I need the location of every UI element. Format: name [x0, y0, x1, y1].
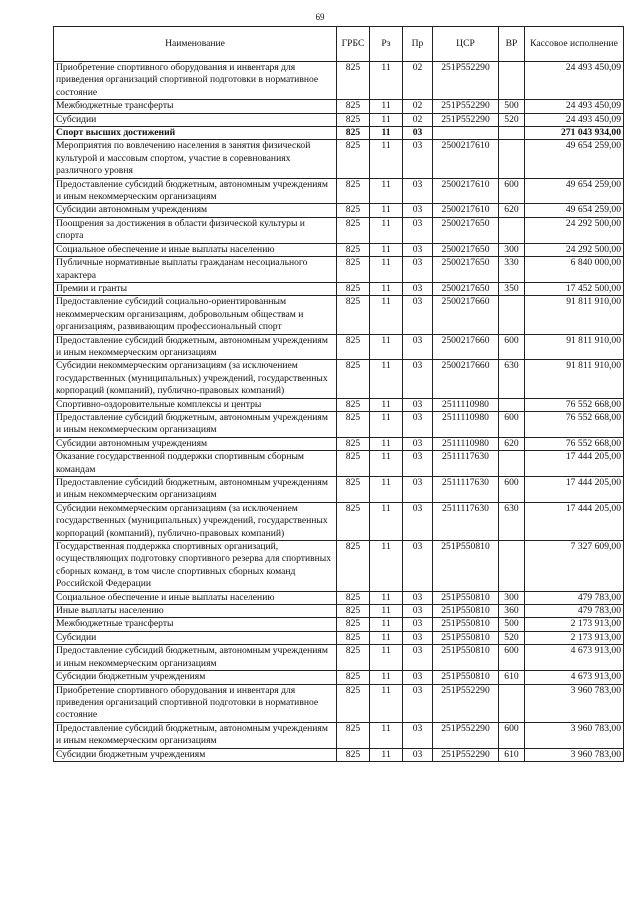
table-row — [54, 502, 624, 540]
cell-csr: 251P550810 — [433, 645, 499, 671]
cell-rz: 11 — [370, 62, 403, 100]
cell-grbs: 825 — [337, 100, 370, 113]
cell-csr: 2500217610 — [433, 178, 499, 204]
cell-amount: 4 673 913,00 — [525, 671, 624, 684]
cell-name: Премии и гранты — [54, 282, 337, 295]
cell-name: Предоставление субсидий бюджетным, автономным учреждениям и иным некоммерческим организациям — [54, 722, 337, 748]
table-row — [54, 204, 624, 217]
page-number: 69 — [315, 12, 325, 22]
cell-csr: 2500217610 — [433, 204, 499, 217]
table-row — [54, 618, 624, 631]
cell-pr: 03 — [403, 451, 433, 477]
cell-grbs: 825 — [337, 398, 370, 411]
cell-name: Межбюджетные трансферты — [54, 618, 337, 631]
cell-rz: 11 — [370, 360, 403, 398]
cell-pr: 03 — [403, 748, 433, 761]
cell-pr: 03 — [403, 282, 433, 295]
cell-amount: 271 043 934,00 — [525, 127, 624, 140]
budget-table — [53, 26, 624, 762]
cell-name: Субсидии некоммерческим организациям (за исключением государственных (муниципальных) учреждений, государственных корпораций (компаний), публично-правовых компаний) — [54, 502, 337, 540]
cell-amount: 479 783,00 — [525, 591, 624, 604]
cell-vr — [499, 217, 525, 243]
cell-pr: 03 — [403, 257, 433, 283]
cell-csr: 2500217660 — [433, 296, 499, 334]
cell-pr: 03 — [403, 217, 433, 243]
cell-csr: 2500217610 — [433, 140, 499, 178]
cell-vr: 520 — [499, 631, 525, 644]
cell-rz: 11 — [370, 282, 403, 295]
cell-pr: 03 — [403, 684, 433, 722]
cell-rz: 11 — [370, 127, 403, 140]
cell-vr — [499, 62, 525, 100]
header-vr: ВР — [499, 27, 525, 62]
table-body — [54, 62, 624, 762]
cell-amount: 24 292 500,00 — [525, 217, 624, 243]
cell-name: Предоставление субсидий бюджетным, автономным учреждениям и иным некоммерческим организациям — [54, 334, 337, 360]
cell-amount: 479 783,00 — [525, 605, 624, 618]
cell-grbs: 825 — [337, 243, 370, 256]
cell-grbs: 825 — [337, 411, 370, 437]
cell-csr: 251P552290 — [433, 113, 499, 126]
cell-grbs: 825 — [337, 605, 370, 618]
cell-csr: 2500217650 — [433, 282, 499, 295]
cell-csr: 251P552290 — [433, 748, 499, 761]
cell-amount: 49 654 259,00 — [525, 204, 624, 217]
cell-pr: 02 — [403, 62, 433, 100]
cell-rz: 11 — [370, 100, 403, 113]
cell-vr: 350 — [499, 282, 525, 295]
table-row — [54, 541, 624, 592]
cell-amount: 4 673 913,00 — [525, 645, 624, 671]
cell-csr: 2500217660 — [433, 360, 499, 398]
cell-grbs: 825 — [337, 257, 370, 283]
table-row — [54, 684, 624, 722]
cell-pr: 03 — [403, 645, 433, 671]
cell-grbs: 825 — [337, 748, 370, 761]
cell-vr: 330 — [499, 257, 525, 283]
cell-pr: 02 — [403, 100, 433, 113]
cell-name: Социальное обеспечение и иные выплаты населению — [54, 591, 337, 604]
cell-pr: 03 — [403, 127, 433, 140]
cell-pr: 03 — [403, 631, 433, 644]
cell-grbs: 825 — [337, 591, 370, 604]
cell-amount: 7 327 609,00 — [525, 541, 624, 592]
cell-amount: 17 452 500,00 — [525, 282, 624, 295]
cell-csr: 251P552290 — [433, 100, 499, 113]
cell-csr: 2511117630 — [433, 451, 499, 477]
cell-name: Приобретение спортивного оборудования и инвентаря для приведения организаций спортивной подготовки в нормативное состояние — [54, 684, 337, 722]
table-row — [54, 360, 624, 398]
cell-grbs: 825 — [337, 671, 370, 684]
cell-csr: 251P552290 — [433, 722, 499, 748]
cell-pr: 03 — [403, 243, 433, 256]
cell-rz: 11 — [370, 591, 403, 604]
cell-amount: 6 840 000,00 — [525, 257, 624, 283]
cell-amount: 3 960 783,00 — [525, 722, 624, 748]
cell-grbs: 825 — [337, 127, 370, 140]
cell-vr: 610 — [499, 671, 525, 684]
header-rz: Рз — [370, 27, 403, 62]
cell-rz: 11 — [370, 113, 403, 126]
cell-grbs: 825 — [337, 722, 370, 748]
header-amount: Кассовое исполнение — [525, 27, 624, 62]
cell-vr: 300 — [499, 591, 525, 604]
cell-pr: 03 — [403, 722, 433, 748]
table-row — [54, 477, 624, 503]
cell-grbs: 825 — [337, 684, 370, 722]
cell-rz: 11 — [370, 257, 403, 283]
cell-vr: 600 — [499, 722, 525, 748]
cell-vr: 500 — [499, 100, 525, 113]
cell-vr: 600 — [499, 477, 525, 503]
table-row — [54, 645, 624, 671]
cell-name: Государственная поддержка спортивных организаций, осуществляющих подготовку спортивного резерва для спортивных сборных команд, в том числе спортивных сборных команд Российской Федерации — [54, 541, 337, 592]
cell-vr: 360 — [499, 605, 525, 618]
cell-name: Субсидии автономным учреждениям — [54, 204, 337, 217]
cell-pr: 03 — [403, 605, 433, 618]
cell-pr: 03 — [403, 541, 433, 592]
cell-amount: 17 444 205,00 — [525, 502, 624, 540]
cell-csr: 251P550810 — [433, 605, 499, 618]
cell-vr: 630 — [499, 502, 525, 540]
cell-grbs: 825 — [337, 217, 370, 243]
cell-vr: 600 — [499, 411, 525, 437]
cell-pr: 03 — [403, 591, 433, 604]
cell-grbs: 825 — [337, 631, 370, 644]
cell-name: Мероприятия по вовлечению населения в занятия физической культурой и массовым спортом, участие в соревнованиях различного уровня — [54, 140, 337, 178]
cell-vr: 610 — [499, 748, 525, 761]
cell-csr: 2500217660 — [433, 334, 499, 360]
cell-grbs: 825 — [337, 204, 370, 217]
cell-amount: 76 552 668,00 — [525, 398, 624, 411]
cell-name: Предоставление субсидий социально-ориентированным некоммерческим организациям, добровольным обществам и организациям, развивающим профессиональный спорт — [54, 296, 337, 334]
cell-grbs: 825 — [337, 296, 370, 334]
cell-pr: 03 — [403, 178, 433, 204]
cell-rz: 11 — [370, 605, 403, 618]
cell-vr: 620 — [499, 204, 525, 217]
cell-csr — [433, 127, 499, 140]
table-row — [54, 217, 624, 243]
table-row — [54, 451, 624, 477]
cell-name: Публичные нормативные выплаты гражданам несоциального характера — [54, 257, 337, 283]
cell-name: Поощрения за достижения в области физической культуры и спорта — [54, 217, 337, 243]
cell-vr: 600 — [499, 178, 525, 204]
cell-grbs: 825 — [337, 437, 370, 450]
cell-amount: 24 493 450,09 — [525, 100, 624, 113]
cell-grbs: 825 — [337, 645, 370, 671]
cell-vr — [499, 451, 525, 477]
cell-vr — [499, 140, 525, 178]
table-row — [54, 178, 624, 204]
cell-vr: 630 — [499, 360, 525, 398]
cell-name: Социальное обеспечение и иные выплаты населению — [54, 243, 337, 256]
cell-amount: 91 811 910,00 — [525, 334, 624, 360]
cell-vr — [499, 684, 525, 722]
cell-vr: 500 — [499, 618, 525, 631]
cell-rz: 11 — [370, 684, 403, 722]
cell-rz: 11 — [370, 243, 403, 256]
cell-pr: 03 — [403, 618, 433, 631]
cell-pr: 03 — [403, 477, 433, 503]
cell-rz: 11 — [370, 296, 403, 334]
cell-rz: 11 — [370, 140, 403, 178]
cell-rz: 11 — [370, 451, 403, 477]
cell-amount: 91 811 910,00 — [525, 360, 624, 398]
cell-grbs: 825 — [337, 360, 370, 398]
table-row — [54, 296, 624, 334]
cell-rz: 11 — [370, 631, 403, 644]
cell-csr: 2511117630 — [433, 502, 499, 540]
cell-amount: 2 173 913,00 — [525, 631, 624, 644]
table-row — [54, 631, 624, 644]
cell-grbs: 825 — [337, 502, 370, 540]
header-name: Наименование — [54, 27, 337, 62]
cell-name: Спортивно-оздоровительные комплексы и центры — [54, 398, 337, 411]
cell-rz: 11 — [370, 541, 403, 592]
table-row — [54, 113, 624, 126]
cell-grbs: 825 — [337, 282, 370, 295]
table-row — [54, 437, 624, 450]
table-row — [54, 100, 624, 113]
cell-pr: 02 — [403, 113, 433, 126]
table-row — [54, 282, 624, 295]
cell-csr: 251P550810 — [433, 631, 499, 644]
cell-name: Межбюджетные трансферты — [54, 100, 337, 113]
cell-amount: 24 493 450,09 — [525, 62, 624, 100]
cell-rz: 11 — [370, 618, 403, 631]
header-csr: ЦСР — [433, 27, 499, 62]
table-row — [54, 591, 624, 604]
table-row — [54, 671, 624, 684]
cell-pr: 03 — [403, 360, 433, 398]
cell-vr: 300 — [499, 243, 525, 256]
table-row — [54, 127, 624, 140]
cell-rz: 11 — [370, 217, 403, 243]
cell-rz: 11 — [370, 671, 403, 684]
cell-amount: 17 444 205,00 — [525, 451, 624, 477]
cell-rz: 11 — [370, 398, 403, 411]
cell-csr: 2511110980 — [433, 437, 499, 450]
cell-grbs: 825 — [337, 62, 370, 100]
cell-csr: 2500217650 — [433, 243, 499, 256]
cell-pr: 03 — [403, 502, 433, 540]
cell-rz: 11 — [370, 178, 403, 204]
cell-amount: 49 654 259,00 — [525, 140, 624, 178]
cell-csr: 251P550810 — [433, 541, 499, 592]
cell-name: Предоставление субсидий бюджетным, автономным учреждениям и иным некоммерческим организациям — [54, 477, 337, 503]
cell-grbs: 825 — [337, 451, 370, 477]
table-row — [54, 243, 624, 256]
cell-csr: 251P550810 — [433, 671, 499, 684]
cell-csr: 2511110980 — [433, 398, 499, 411]
cell-pr: 03 — [403, 411, 433, 437]
cell-name: Оказание государственной поддержки спортивным сборным командам — [54, 451, 337, 477]
cell-amount: 17 444 205,00 — [525, 477, 624, 503]
cell-amount: 3 960 783,00 — [525, 748, 624, 761]
cell-csr: 251P552290 — [433, 62, 499, 100]
cell-vr — [499, 296, 525, 334]
cell-amount: 76 552 668,00 — [525, 437, 624, 450]
cell-grbs: 825 — [337, 113, 370, 126]
cell-name: Спорт высших достижений — [54, 127, 337, 140]
cell-vr: 520 — [499, 113, 525, 126]
cell-vr: 620 — [499, 437, 525, 450]
cell-rz: 11 — [370, 437, 403, 450]
cell-name: Иные выплаты населению — [54, 605, 337, 618]
cell-pr: 03 — [403, 334, 433, 360]
cell-amount: 2 173 913,00 — [525, 618, 624, 631]
cell-rz: 11 — [370, 748, 403, 761]
table-row — [54, 411, 624, 437]
cell-pr: 03 — [403, 296, 433, 334]
cell-amount: 91 811 910,00 — [525, 296, 624, 334]
cell-pr: 03 — [403, 437, 433, 450]
table-row — [54, 334, 624, 360]
table-row — [54, 257, 624, 283]
cell-name: Субсидии — [54, 113, 337, 126]
cell-vr — [499, 398, 525, 411]
table-row — [54, 140, 624, 178]
cell-name: Субсидии бюджетным учреждениям — [54, 748, 337, 761]
cell-amount: 76 552 668,00 — [525, 411, 624, 437]
cell-rz: 11 — [370, 204, 403, 217]
cell-rz: 11 — [370, 502, 403, 540]
cell-rz: 11 — [370, 722, 403, 748]
cell-grbs: 825 — [337, 477, 370, 503]
cell-vr: 600 — [499, 645, 525, 671]
cell-name: Субсидии — [54, 631, 337, 644]
table-row — [54, 605, 624, 618]
cell-amount: 24 292 500,00 — [525, 243, 624, 256]
cell-csr: 2500217650 — [433, 217, 499, 243]
cell-grbs: 825 — [337, 334, 370, 360]
table-row — [54, 748, 624, 761]
cell-name: Приобретение спортивного оборудования и инвентаря для приведения организаций спортивной подготовки в нормативное состояние — [54, 62, 337, 100]
cell-rz: 11 — [370, 477, 403, 503]
table-row — [54, 398, 624, 411]
cell-csr: 251P550810 — [433, 591, 499, 604]
cell-grbs: 825 — [337, 618, 370, 631]
cell-csr: 251P550810 — [433, 618, 499, 631]
cell-amount: 24 493 450,09 — [525, 113, 624, 126]
header-grbs: ГРБС — [337, 27, 370, 62]
table-row — [54, 722, 624, 748]
cell-amount: 3 960 783,00 — [525, 684, 624, 722]
header-pr: Пр — [403, 27, 433, 62]
cell-rz: 11 — [370, 645, 403, 671]
cell-grbs: 825 — [337, 140, 370, 178]
cell-amount: 49 654 259,00 — [525, 178, 624, 204]
cell-csr: 251P552290 — [433, 684, 499, 722]
cell-csr: 2500217650 — [433, 257, 499, 283]
cell-pr: 03 — [403, 204, 433, 217]
cell-name: Предоставление субсидий бюджетным, автономным учреждениям и иным некоммерческим организациям — [54, 178, 337, 204]
cell-name: Предоставление субсидий бюджетным, автономным учреждениям и иным некоммерческим организациям — [54, 645, 337, 671]
cell-pr: 03 — [403, 398, 433, 411]
cell-csr: 2511110980 — [433, 411, 499, 437]
cell-csr: 2511117630 — [433, 477, 499, 503]
cell-pr: 03 — [403, 671, 433, 684]
cell-grbs: 825 — [337, 178, 370, 204]
cell-name: Субсидии бюджетным учреждениям — [54, 671, 337, 684]
cell-name: Предоставление субсидий бюджетным, автономным учреждениям и иным некоммерческим организациям — [54, 411, 337, 437]
cell-rz: 11 — [370, 334, 403, 360]
cell-vr: 600 — [499, 334, 525, 360]
cell-grbs: 825 — [337, 541, 370, 592]
table-header-row — [54, 27, 624, 62]
cell-rz: 11 — [370, 411, 403, 437]
cell-name: Субсидии некоммерческим организациям (за исключением государственных (муниципальных) учреждений, государственных корпораций (компаний), публично-правовых компаний) — [54, 360, 337, 398]
cell-name: Субсидии автономным учреждениям — [54, 437, 337, 450]
cell-vr — [499, 127, 525, 140]
table-row — [54, 62, 624, 100]
cell-pr: 03 — [403, 140, 433, 178]
cell-vr — [499, 541, 525, 592]
